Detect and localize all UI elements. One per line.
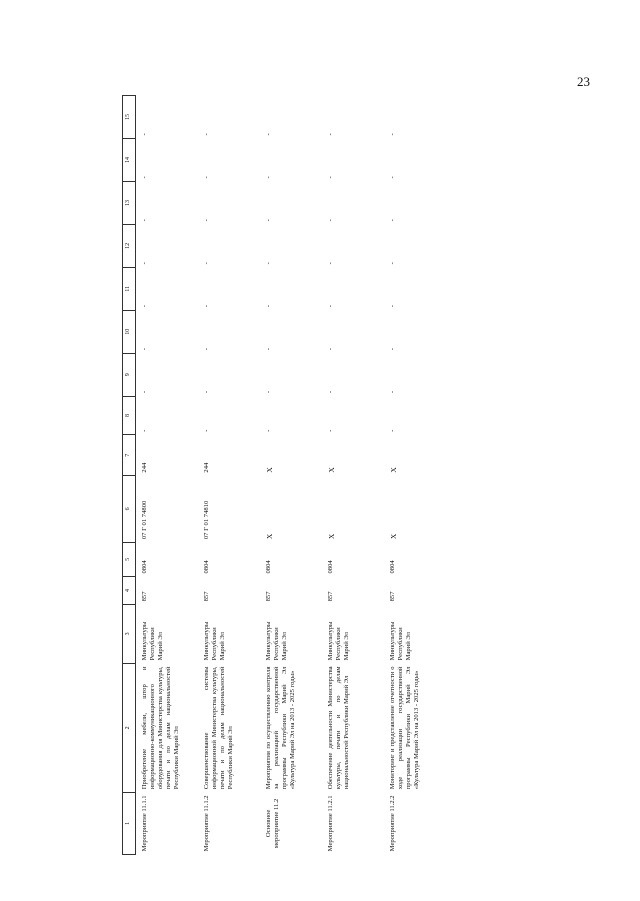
header-cell: 12 bbox=[123, 224, 136, 267]
table-header-row bbox=[123, 96, 136, 855]
header-cell: 5 bbox=[123, 542, 136, 576]
activity-code: Мероприятие 11.2.2 bbox=[389, 795, 396, 852]
budget-table bbox=[122, 95, 449, 855]
value-cell: - bbox=[389, 262, 396, 265]
value-cell: - bbox=[389, 133, 396, 136]
value-cell: - bbox=[389, 348, 396, 351]
value-cell: - bbox=[141, 429, 148, 432]
value-cell: - bbox=[203, 429, 210, 432]
header-cell: 15 bbox=[123, 96, 136, 139]
section-code: 0804 bbox=[389, 560, 396, 574]
header-cell: 3 bbox=[123, 604, 136, 663]
header-cell: 8 bbox=[123, 396, 136, 435]
activity-name: Совершенствование системы информационной Министерства культуры, печати и по делам национальностей Республики Марий Эл bbox=[203, 666, 234, 790]
section-code: 0804 bbox=[327, 560, 334, 574]
target-article-code: Х bbox=[327, 533, 336, 540]
grbs-code: 857 bbox=[265, 591, 272, 602]
activity-name: Мониторинг и представление отчетности о ходе реализации государственной программы Республики Марий Эл «Культура Марий Эл на 2013 - 2025 годы» bbox=[389, 666, 420, 790]
target-article-code: Х bbox=[389, 533, 398, 540]
header-cell: 2 bbox=[123, 663, 136, 792]
value-cell: - bbox=[327, 176, 334, 179]
expense-type-code: 244 bbox=[203, 462, 210, 473]
table-row bbox=[201, 96, 263, 855]
value-cell: - bbox=[265, 348, 272, 351]
value-cell: - bbox=[265, 390, 272, 394]
activity-code: Основное мероприятие 11.2 bbox=[265, 798, 280, 849]
value-cell: - bbox=[327, 219, 334, 222]
value-cell: - bbox=[327, 133, 334, 136]
value-cell: - bbox=[141, 305, 148, 308]
header-cell: 4 bbox=[123, 576, 136, 604]
value-cell: - bbox=[141, 133, 148, 136]
header-cell: 14 bbox=[123, 139, 136, 182]
header-cell: 9 bbox=[123, 353, 136, 396]
rotated-table-container bbox=[122, 95, 508, 855]
section-code: 0804 bbox=[265, 560, 272, 574]
value-cell: - bbox=[389, 429, 396, 432]
activity-code: Мероприятие 11.2.1 bbox=[327, 795, 334, 852]
value-cell: - bbox=[265, 219, 272, 222]
value-cell: - bbox=[203, 133, 210, 136]
header-cell: 7 bbox=[123, 435, 136, 476]
value-cell: - bbox=[327, 429, 334, 432]
value-cell: - bbox=[141, 219, 148, 222]
responsible-executor: Минкультуры Республики Марий Эл bbox=[389, 621, 412, 661]
table-row bbox=[387, 96, 449, 855]
grbs-code: 857 bbox=[203, 591, 210, 602]
value-cell: - bbox=[389, 305, 396, 308]
value-cell: - bbox=[327, 305, 334, 308]
expense-type-code: 244 bbox=[141, 462, 148, 473]
value-cell: - bbox=[265, 133, 272, 136]
activity-name: Мероприятия по осуществлению контроля за реализацией государственной программы Республики Марий Эл «Культура Марий Эл на 2013 - 2025 годы» bbox=[265, 666, 296, 790]
activity-name: Обеспечение деятельности Министерства культуры, печати и по делам национальностей Республики Марий Эл bbox=[327, 666, 350, 790]
header-cell: 13 bbox=[123, 181, 136, 224]
header-cell: 10 bbox=[123, 310, 136, 353]
value-cell: - bbox=[141, 176, 148, 179]
target-article-code: Х bbox=[265, 533, 274, 540]
table-row bbox=[325, 96, 387, 855]
target-article-code: 07 Г 01 74800 bbox=[141, 500, 148, 540]
value-cell: - bbox=[203, 219, 210, 222]
target-article-code: 07 Г 01 74810 bbox=[203, 500, 210, 540]
responsible-executor: Минкультуры Республики Марий Эл bbox=[265, 621, 288, 661]
value-cell: - bbox=[141, 262, 148, 265]
value-cell: - bbox=[389, 176, 396, 179]
responsible-executor: Минкультуры Республики Марий Эл bbox=[327, 621, 350, 661]
section-code: 0804 bbox=[203, 560, 210, 574]
value-cell: - bbox=[265, 176, 272, 179]
header-cell: 11 bbox=[123, 267, 136, 310]
value-cell: - bbox=[203, 262, 210, 265]
value-cell: - bbox=[327, 262, 334, 265]
responsible-executor: Минкультуры Республики Марий Эл bbox=[141, 621, 164, 661]
value-cell: - bbox=[203, 348, 210, 351]
value-cell: - bbox=[265, 429, 272, 432]
grbs-code: 857 bbox=[327, 591, 334, 602]
activity-code: Мероприятие 11.1.1 bbox=[141, 795, 148, 852]
section-code: 0804 bbox=[141, 560, 148, 574]
value-cell: - bbox=[141, 348, 148, 351]
expense-type-code: Х bbox=[327, 467, 336, 473]
activity-name: Приобретение мебели, штор и информационно-коммуникационного оборудования для Министерства культуры, печати и по делам национальностей Республики Марий Эл bbox=[141, 666, 180, 790]
value-cell: - bbox=[327, 348, 334, 351]
value-cell: - bbox=[203, 305, 210, 308]
value-cell: - bbox=[141, 390, 148, 394]
expense-type-code: Х bbox=[389, 467, 398, 473]
table-row bbox=[136, 96, 202, 855]
header-cell: 6 bbox=[123, 476, 136, 543]
header-cell: 1 bbox=[123, 792, 136, 854]
grbs-code: 857 bbox=[141, 591, 148, 602]
expense-type-code: Х bbox=[265, 467, 274, 473]
value-cell: - bbox=[265, 262, 272, 265]
page-number: 23 bbox=[577, 74, 590, 89]
responsible-executor: Минкультуры Республики Марий Эл bbox=[203, 621, 226, 661]
value-cell: - bbox=[389, 390, 396, 394]
table-row bbox=[263, 96, 325, 855]
value-cell: - bbox=[265, 305, 272, 308]
value-cell: - bbox=[327, 390, 334, 394]
value-cell: - bbox=[389, 219, 396, 222]
value-cell: - bbox=[203, 390, 210, 394]
value-cell: - bbox=[203, 176, 210, 179]
grbs-code: 857 bbox=[389, 591, 396, 602]
activity-code: Мероприятие 11.1.2 bbox=[203, 795, 210, 852]
